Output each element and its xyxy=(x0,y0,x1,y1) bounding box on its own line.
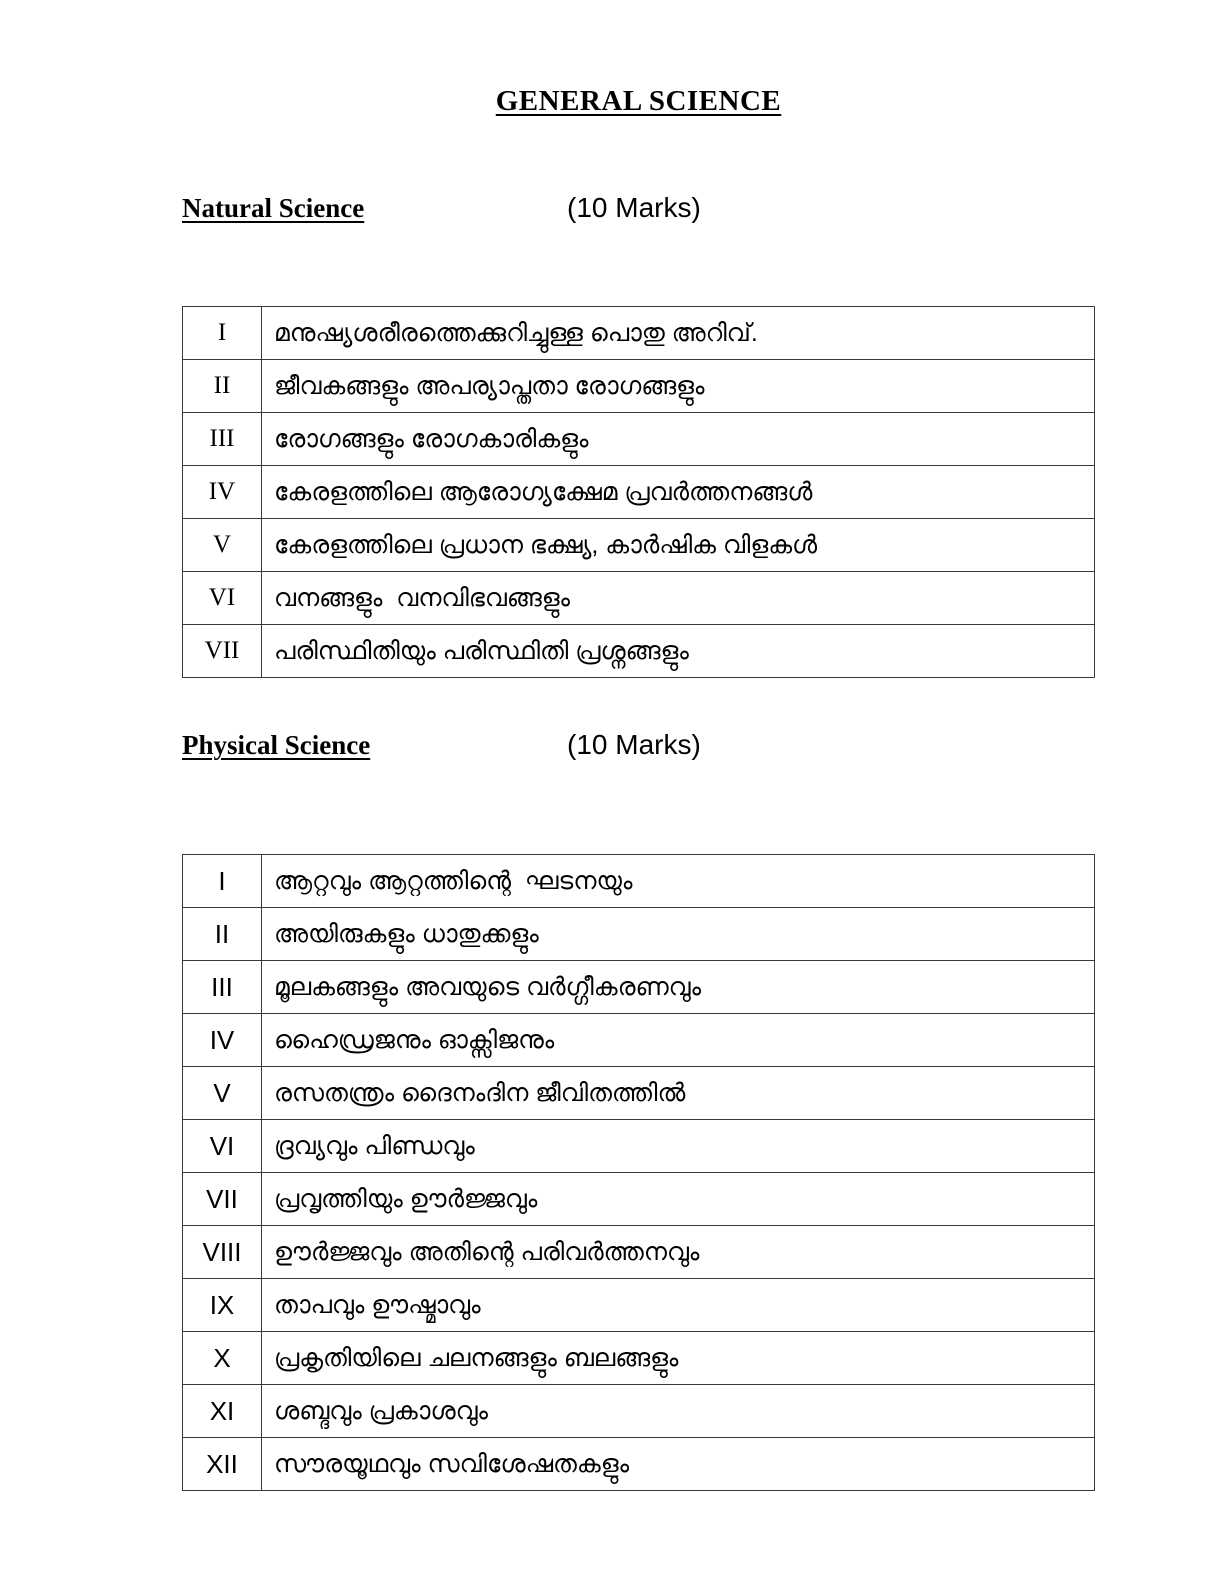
row-topic: കേരളത്തിലെ ആരോഗ്യക്ഷേമ പ്രവർത്തനങ്ങൾ xyxy=(262,466,1095,519)
row-numeral: III xyxy=(183,961,262,1014)
row-numeral: IV xyxy=(183,466,262,519)
table-row xyxy=(183,961,1095,1014)
row-topic: പ്രകൃതിയിലെ ചലനങ്ങളും ബലങ്ങളും xyxy=(262,1332,1095,1385)
section-heading-physical-science: Physical Science xyxy=(182,730,371,760)
section-header-natural-science xyxy=(182,192,1095,226)
row-topic: രോഗങ്ങളും രോഗകാരികളും xyxy=(262,413,1095,466)
section-marks-natural-science: (10 Marks) xyxy=(567,192,701,223)
row-topic: പ്രവൃത്തിയും ഊർജ്ജവും xyxy=(262,1173,1095,1226)
row-topic: ദ്രവ്യവും പിണ്ഡവും xyxy=(262,1120,1095,1173)
row-numeral: V xyxy=(183,1067,262,1120)
row-numeral: VII xyxy=(183,1173,262,1226)
row-numeral: VIII xyxy=(183,1226,262,1279)
row-numeral: XII xyxy=(183,1438,262,1491)
row-numeral: IX xyxy=(183,1279,262,1332)
row-topic: കേരളത്തിലെ പ്രധാന ഭക്ഷ്യ, കാർഷിക വിളകൾ xyxy=(262,519,1095,572)
table-row xyxy=(183,1014,1095,1067)
natural-science-topics-table xyxy=(182,306,1095,678)
table-row xyxy=(183,307,1095,360)
row-topic: രസതന്ത്രം ദൈനംദിന ജീവിതത്തിൽ xyxy=(262,1067,1095,1120)
row-numeral: VI xyxy=(183,572,262,625)
row-numeral: X xyxy=(183,1332,262,1385)
page-title: GENERAL SCIENCE xyxy=(495,85,782,117)
table-row xyxy=(183,1067,1095,1120)
table-row xyxy=(183,908,1095,961)
row-numeral: V xyxy=(183,519,262,572)
row-numeral: VI xyxy=(183,1120,262,1173)
row-topic: ഹൈഡ്രജനും ഓക്സിജനും xyxy=(262,1014,1095,1067)
table-row xyxy=(183,1226,1095,1279)
row-numeral: VII xyxy=(183,625,262,678)
table-row xyxy=(183,855,1095,908)
row-topic: ജീവകങ്ങളും അപര്യാപ്തതാ രോഗങ്ങളും xyxy=(262,360,1095,413)
row-numeral: XI xyxy=(183,1385,262,1438)
table-row xyxy=(183,360,1095,413)
table-row xyxy=(183,466,1095,519)
row-numeral: II xyxy=(183,360,262,413)
row-numeral: III xyxy=(183,413,262,466)
table-row xyxy=(183,625,1095,678)
document-content xyxy=(182,0,1095,1491)
table-row xyxy=(183,1438,1095,1491)
row-topic: ആറ്റവും ആറ്റത്തിന്റെ ഘടനയും xyxy=(262,855,1095,908)
table-row xyxy=(183,1173,1095,1226)
table-row xyxy=(183,413,1095,466)
row-numeral: I xyxy=(183,855,262,908)
table-row xyxy=(183,1385,1095,1438)
row-topic: ശബ്ദവും പ്രകാശവും xyxy=(262,1385,1095,1438)
row-topic: താപവും ഊഷ്മാവും xyxy=(262,1279,1095,1332)
row-numeral: II xyxy=(183,908,262,961)
row-topic: പരിസ്ഥിതിയും പരിസ്ഥിതി പ്രശ്നങ്ങളും xyxy=(262,625,1095,678)
row-topic: മനുഷ്യശരീരത്തെക്കുറിച്ചുള്ള പൊതു അറിവ്. xyxy=(262,307,1095,360)
row-topic: സൗരയൂഥവും സവിശേഷതകളും xyxy=(262,1438,1095,1491)
section-header-physical-science xyxy=(182,729,1095,763)
row-numeral: I xyxy=(183,307,262,360)
row-topic: വനങ്ങളും വനവിഭവങ്ങളും xyxy=(262,572,1095,625)
row-topic: മൂലകങ്ങളും അവയുടെ വർഗ്ഗീകരണവും xyxy=(262,961,1095,1014)
row-topic: ഊർജ്ജവും അതിന്റെ പരിവർത്തനവും xyxy=(262,1226,1095,1279)
table-row xyxy=(183,519,1095,572)
section-marks-physical-science: (10 Marks) xyxy=(567,729,701,760)
row-topic: അയിരുകളും ധാതുക്കളും xyxy=(262,908,1095,961)
row-numeral: IV xyxy=(183,1014,262,1067)
physical-science-topics-table xyxy=(182,854,1095,1491)
table-row xyxy=(183,1279,1095,1332)
table-row xyxy=(183,1332,1095,1385)
section-heading-natural-science: Natural Science xyxy=(182,193,365,223)
table-row xyxy=(183,1120,1095,1173)
table-row xyxy=(183,572,1095,625)
